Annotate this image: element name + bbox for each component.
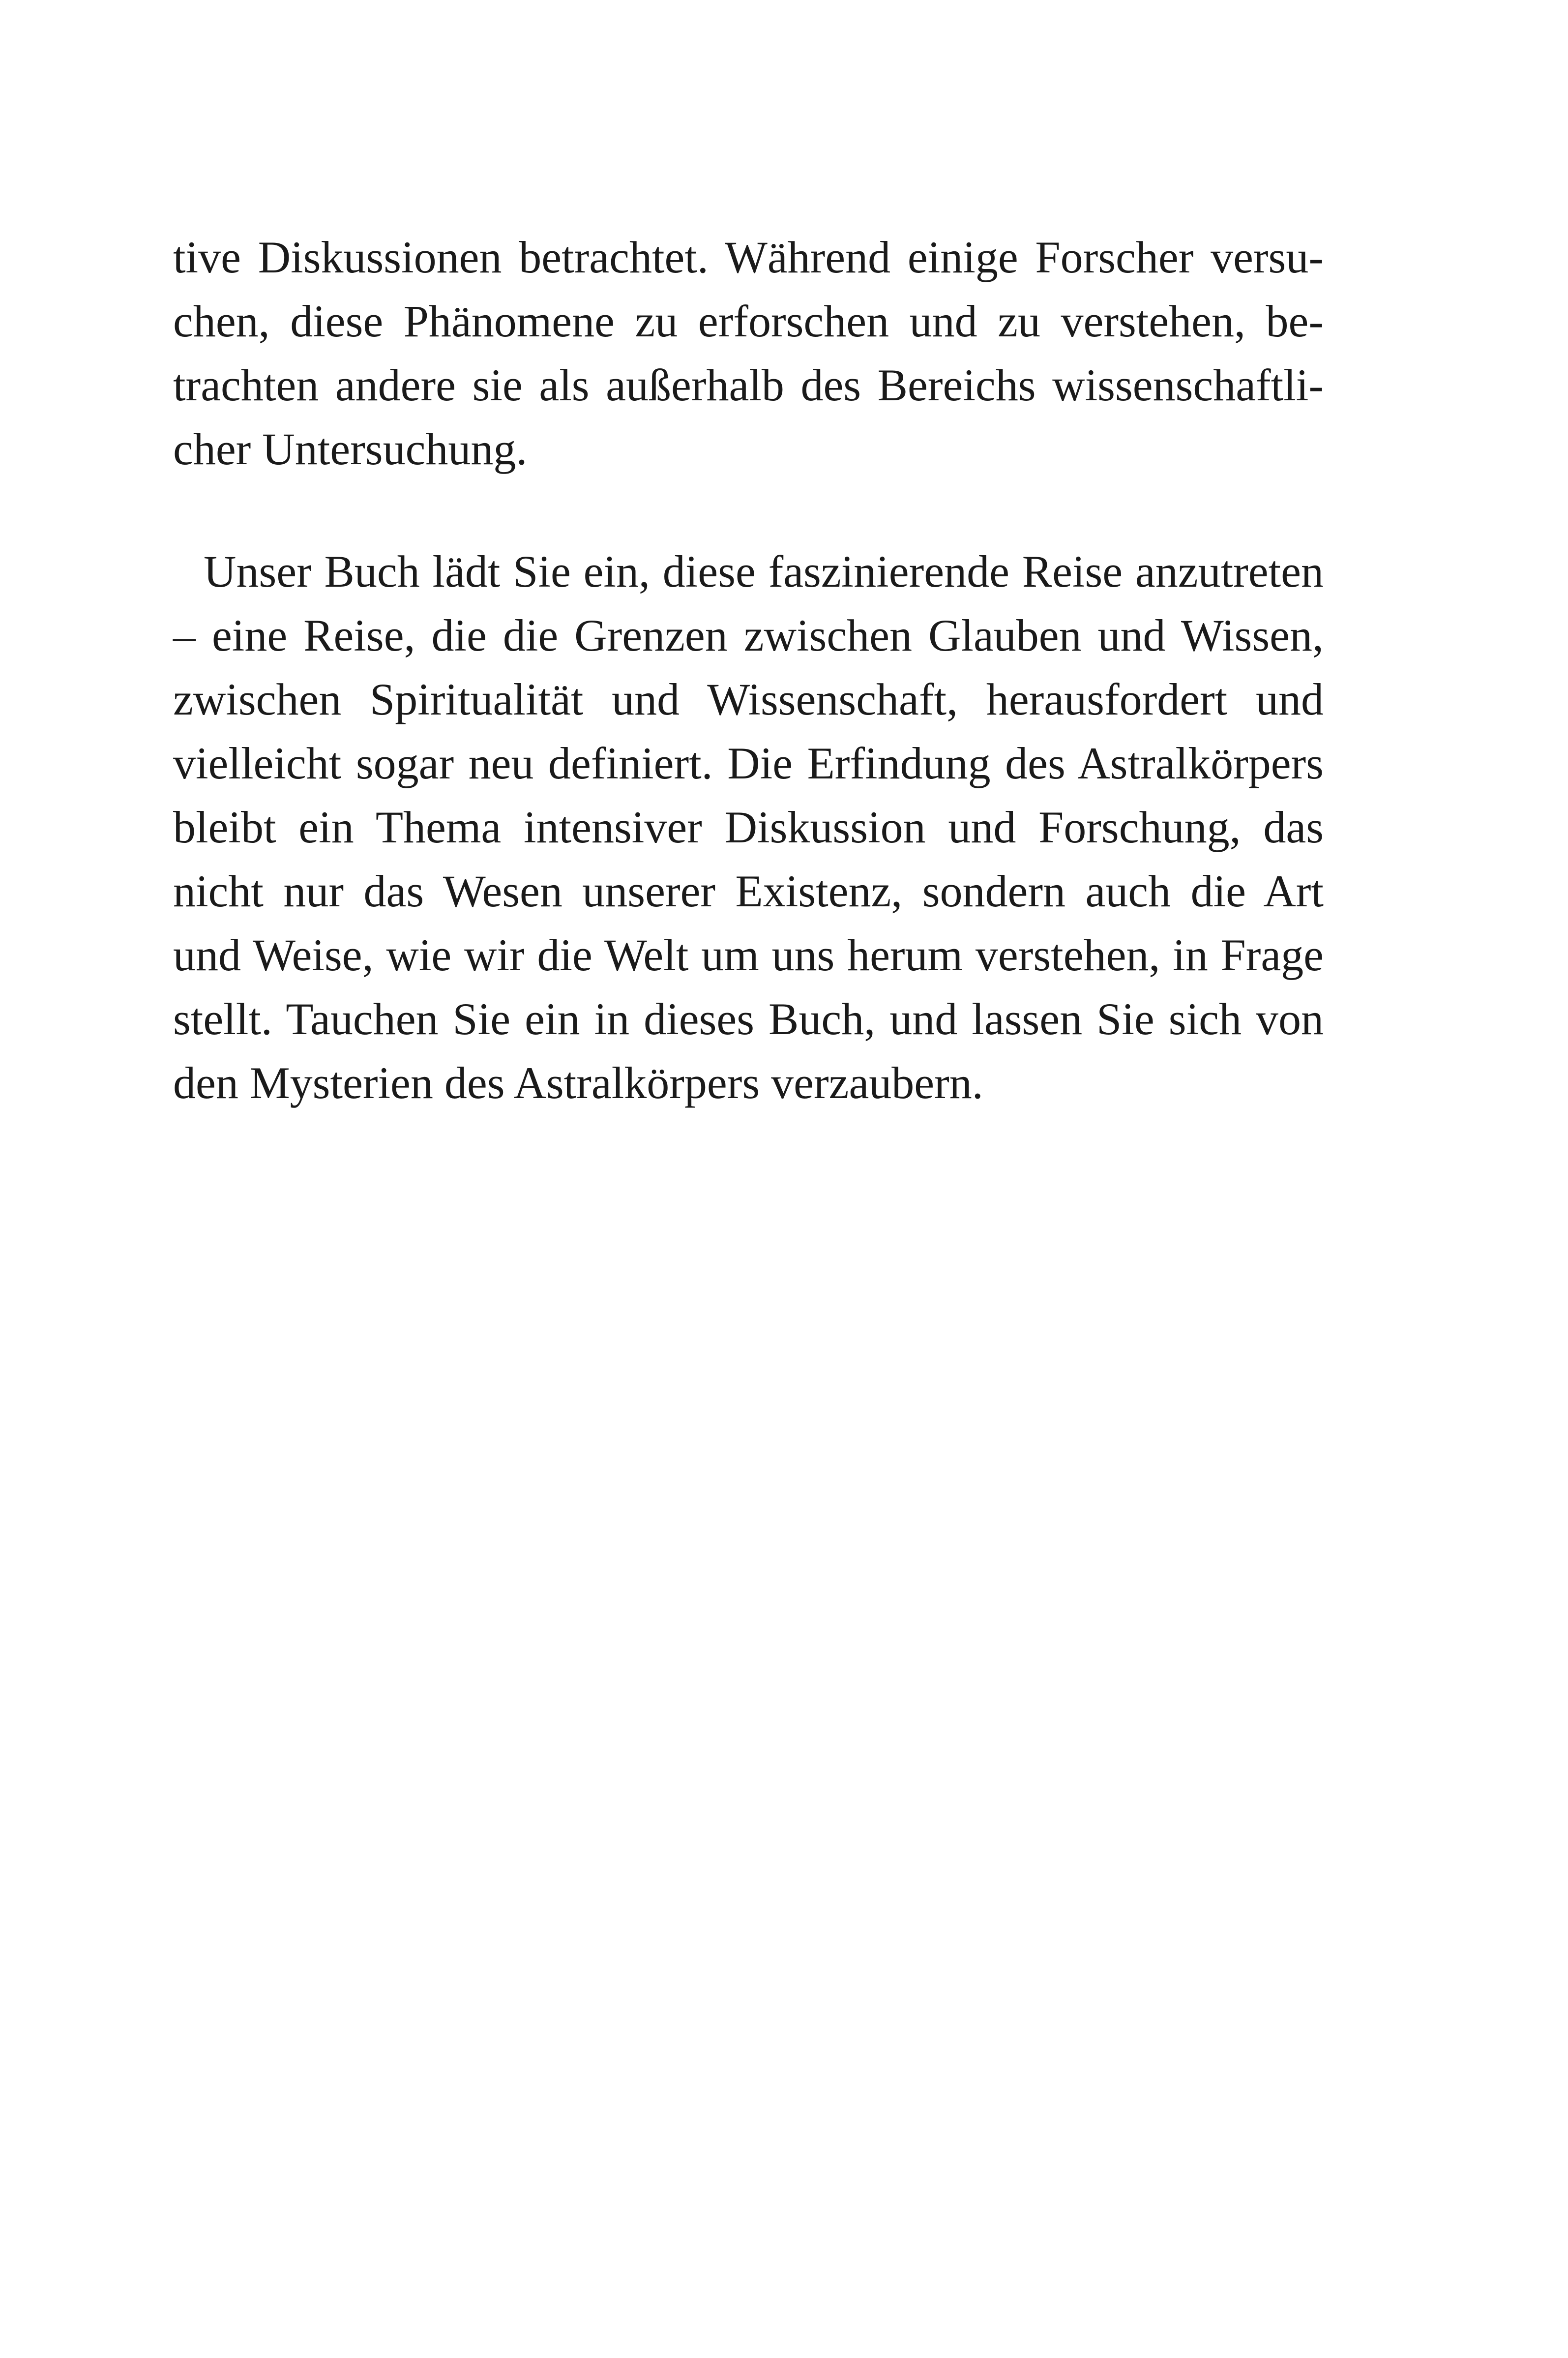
text-line: – eine Reise, die die Grenzen zwischen Glauben und Wissen,: [173, 610, 1324, 660]
text-line: tive Diskussionen betrachtet. Während einige Forscher versu-: [173, 232, 1324, 282]
text-line: bleibt ein Thema intensiver Diskussion und Forschung, das: [173, 802, 1324, 852]
text-line: und Weise, wie wir die Welt um uns herum verstehen, in Frage: [173, 930, 1324, 980]
text-line: stellt. Tauchen Sie ein in dieses Buch, und lassen Sie sich von: [173, 994, 1324, 1044]
paragraph-continuation: [173, 225, 1324, 481]
text-line: zwischen Spiritualität und Wissenschaft, herausfordert und: [173, 674, 1324, 724]
text-line: chen, diese Phänomene zu erforschen und zu verstehen, be-: [173, 296, 1324, 346]
text-line: den Mysterien des Astralkörpers verzaubern.: [173, 1058, 983, 1108]
text-line: nicht nur das Wesen unserer Existenz, sondern auch die Art: [173, 866, 1324, 916]
text-line: Unser Buch lädt Sie ein, diese faszinierende Reise anzutreten: [204, 546, 1324, 597]
text-line: vielleicht sogar neu definiert. Die Erfindung des Astralkörpers: [173, 738, 1324, 788]
text-line: trachten andere sie als außerhalb des Bereichs wissenschaftli-: [173, 360, 1324, 410]
text-line: cher Untersuchung.: [173, 424, 528, 474]
paragraph-closing: [173, 539, 1324, 1115]
